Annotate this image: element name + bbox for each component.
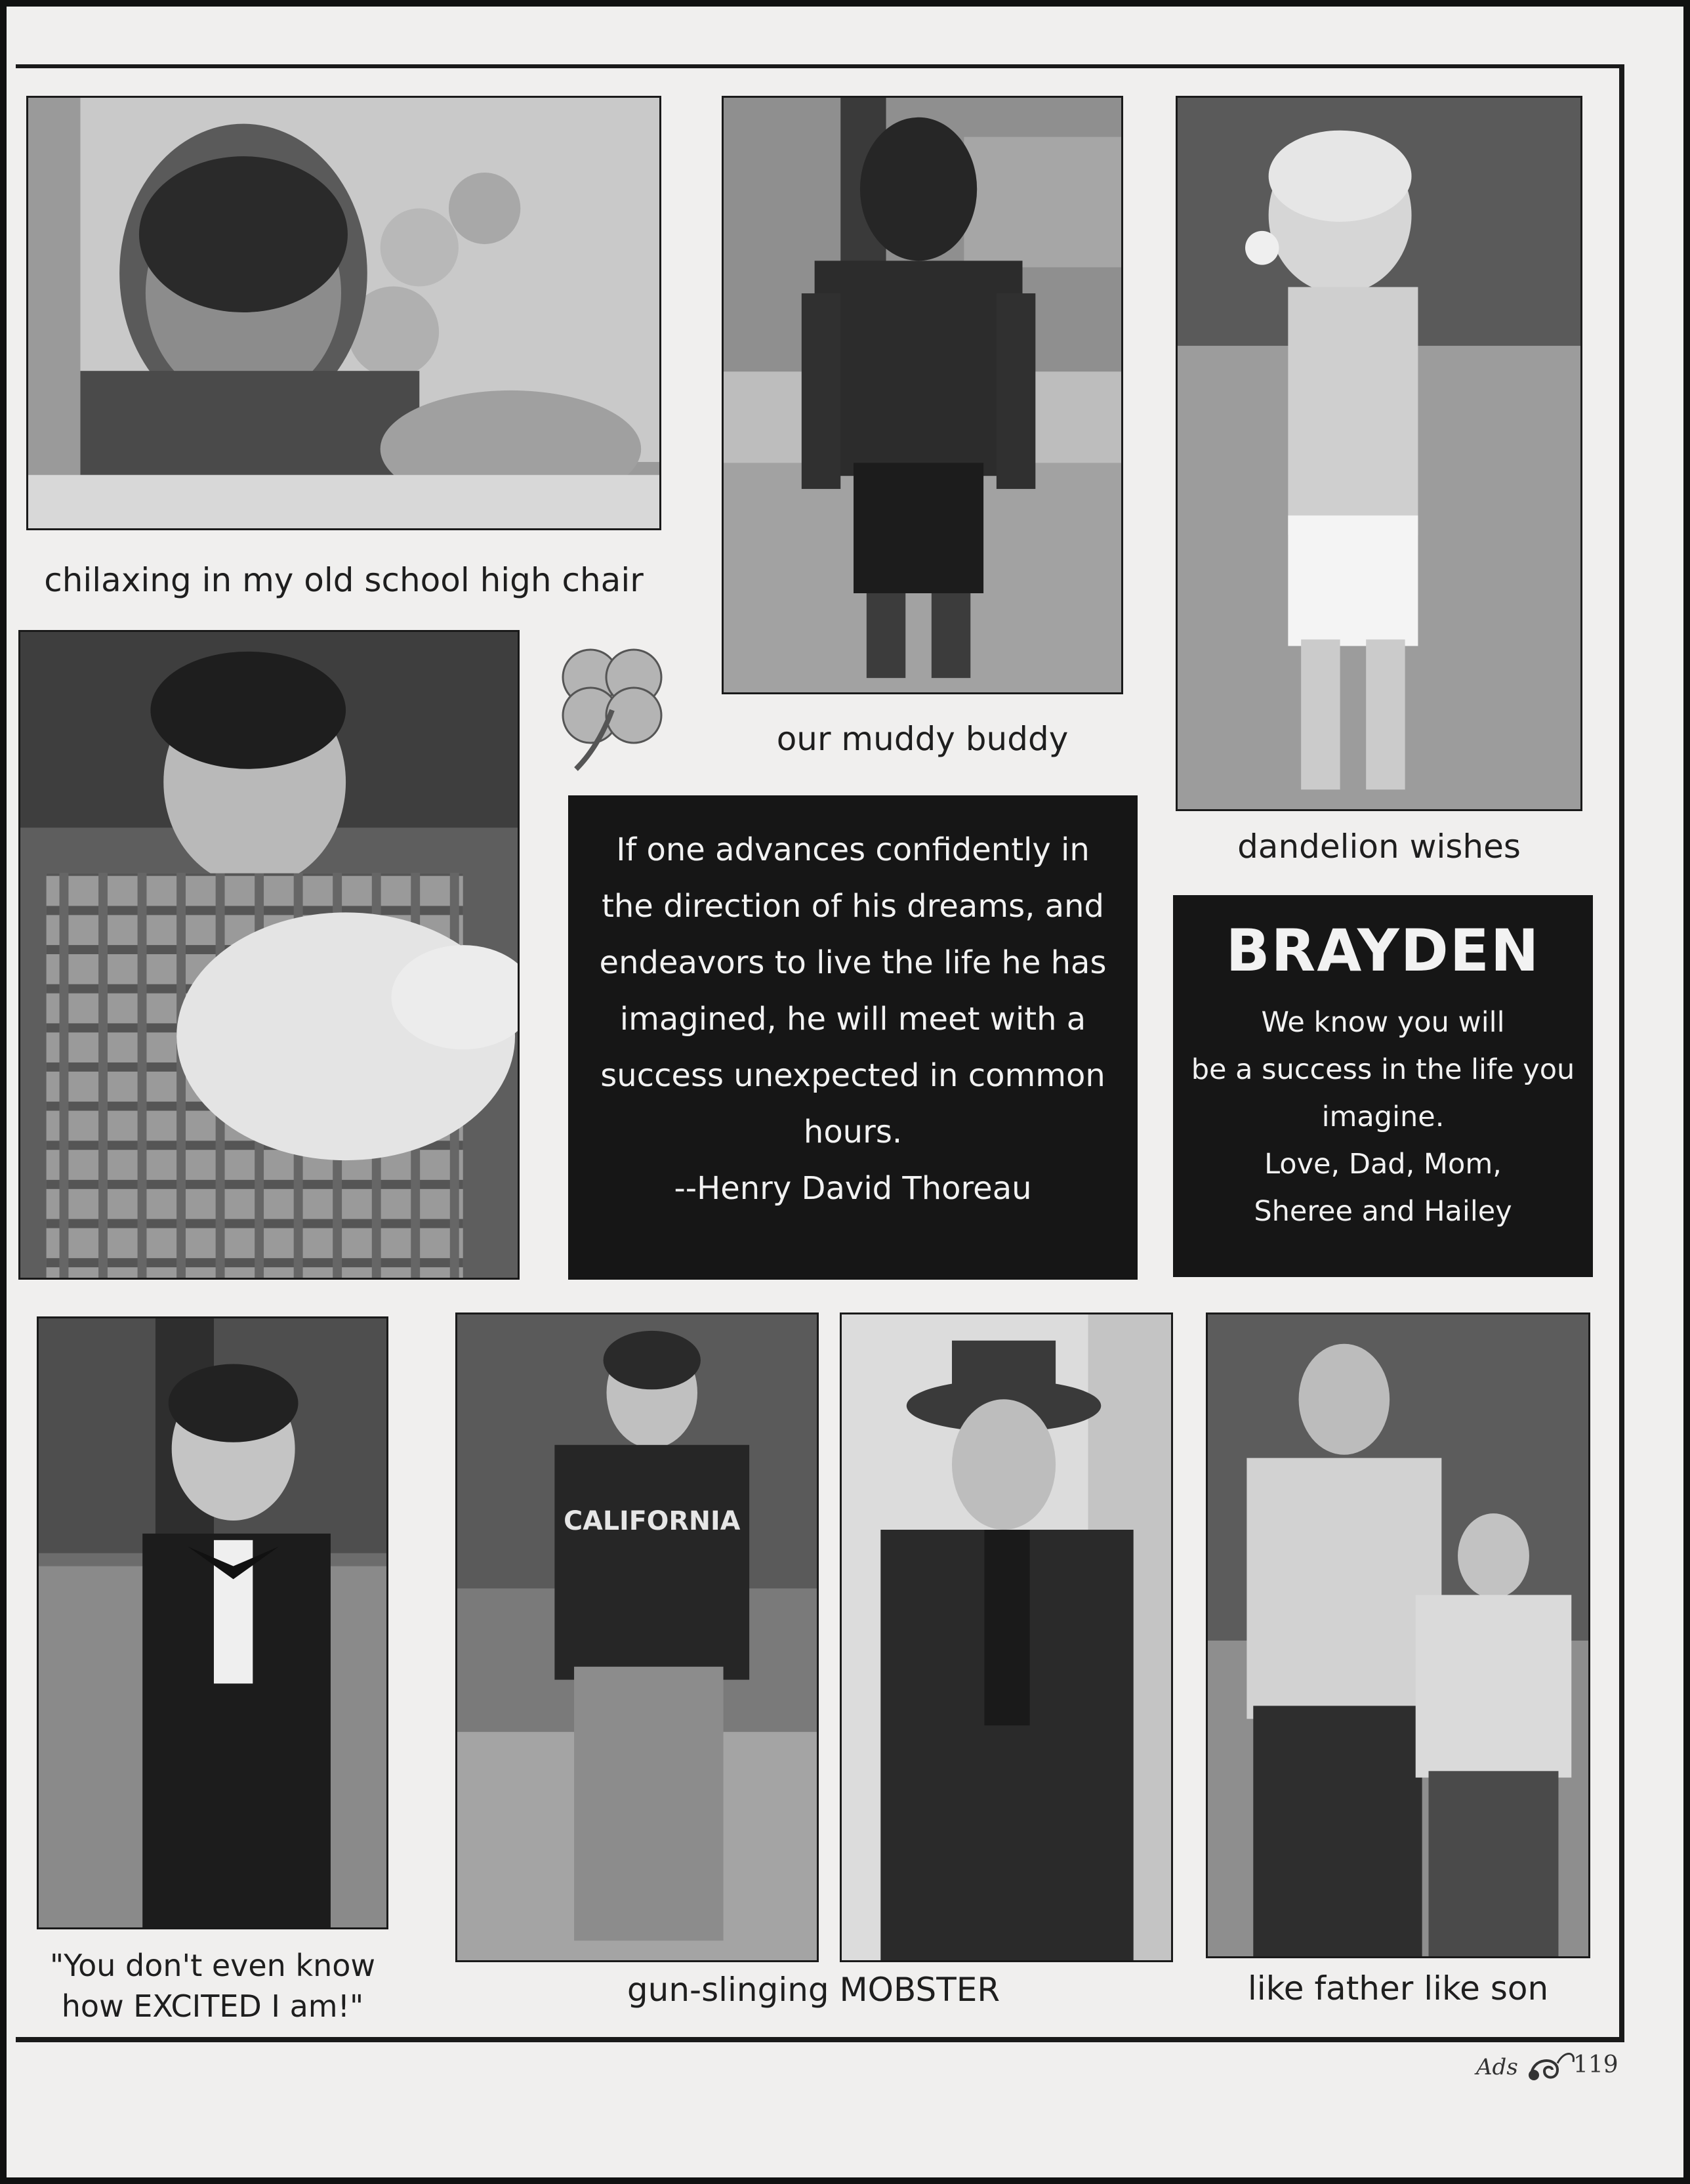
quote-line: If one advances confidently in (616, 831, 1090, 868)
caption-excited-line: how EXCITED I am!" (61, 1988, 364, 2024)
quote-attribution: --Henry David Thoreau (674, 1170, 1032, 1207)
quote-line: imagined, he will meet with a (619, 1001, 1086, 1038)
caption-muddy-buddy: our muddy buddy (776, 720, 1069, 758)
photo-father-son (1206, 1312, 1590, 1958)
quote-line: the direction of his dreams, and (602, 888, 1104, 925)
caption-dandelion: dandelion wishes (1237, 828, 1521, 866)
dedication-line: Sheree and Hailey (1254, 1195, 1512, 1228)
dedication-message (1173, 999, 1593, 1235)
photo-boy-suit (37, 1316, 388, 1929)
photo-muddy-buddy (722, 96, 1123, 694)
dedication-box (1173, 895, 1593, 1277)
caption-mobster: gun-slinging MOBSTER (627, 1971, 1000, 2009)
swirl-ornament-icon (1525, 2044, 1577, 2083)
shirt-text: CALIFORNIA (564, 1505, 741, 1537)
caption-father-son: like father like son (1247, 1969, 1549, 2007)
folio-page-number: 119 (1573, 2051, 1618, 2078)
folio-section: Ads (1476, 2054, 1518, 2080)
dedication-line: imagine. (1321, 1101, 1445, 1133)
quote-line: endeavors to live the life he has (599, 944, 1107, 981)
caption-high-chair: chilaxing in my old school high chair (44, 561, 644, 599)
photo-teen-goat (18, 630, 520, 1280)
photo-california (455, 1312, 819, 1962)
photo-dandelion (1176, 96, 1582, 811)
clover-icon (550, 638, 674, 776)
caption-excited-line: "You don't even know (49, 1948, 376, 1983)
photo-mobster (840, 1312, 1173, 1962)
caption-excited (24, 1945, 402, 2026)
page-folio (1476, 2042, 1627, 2101)
quote-box (568, 795, 1138, 1280)
quote-line: success unexpected in common (600, 1057, 1105, 1094)
photo-high-chair (26, 96, 661, 530)
dedication-line: Love, Dad, Mom, (1264, 1148, 1502, 1181)
quote-line: hours. (803, 1114, 903, 1150)
dedication-line: We know you will (1261, 1006, 1505, 1039)
dedication-name: BRAYDEN (1226, 917, 1540, 984)
dedication-line: be a success in the life you (1191, 1053, 1575, 1086)
quote-text (568, 795, 1138, 1217)
